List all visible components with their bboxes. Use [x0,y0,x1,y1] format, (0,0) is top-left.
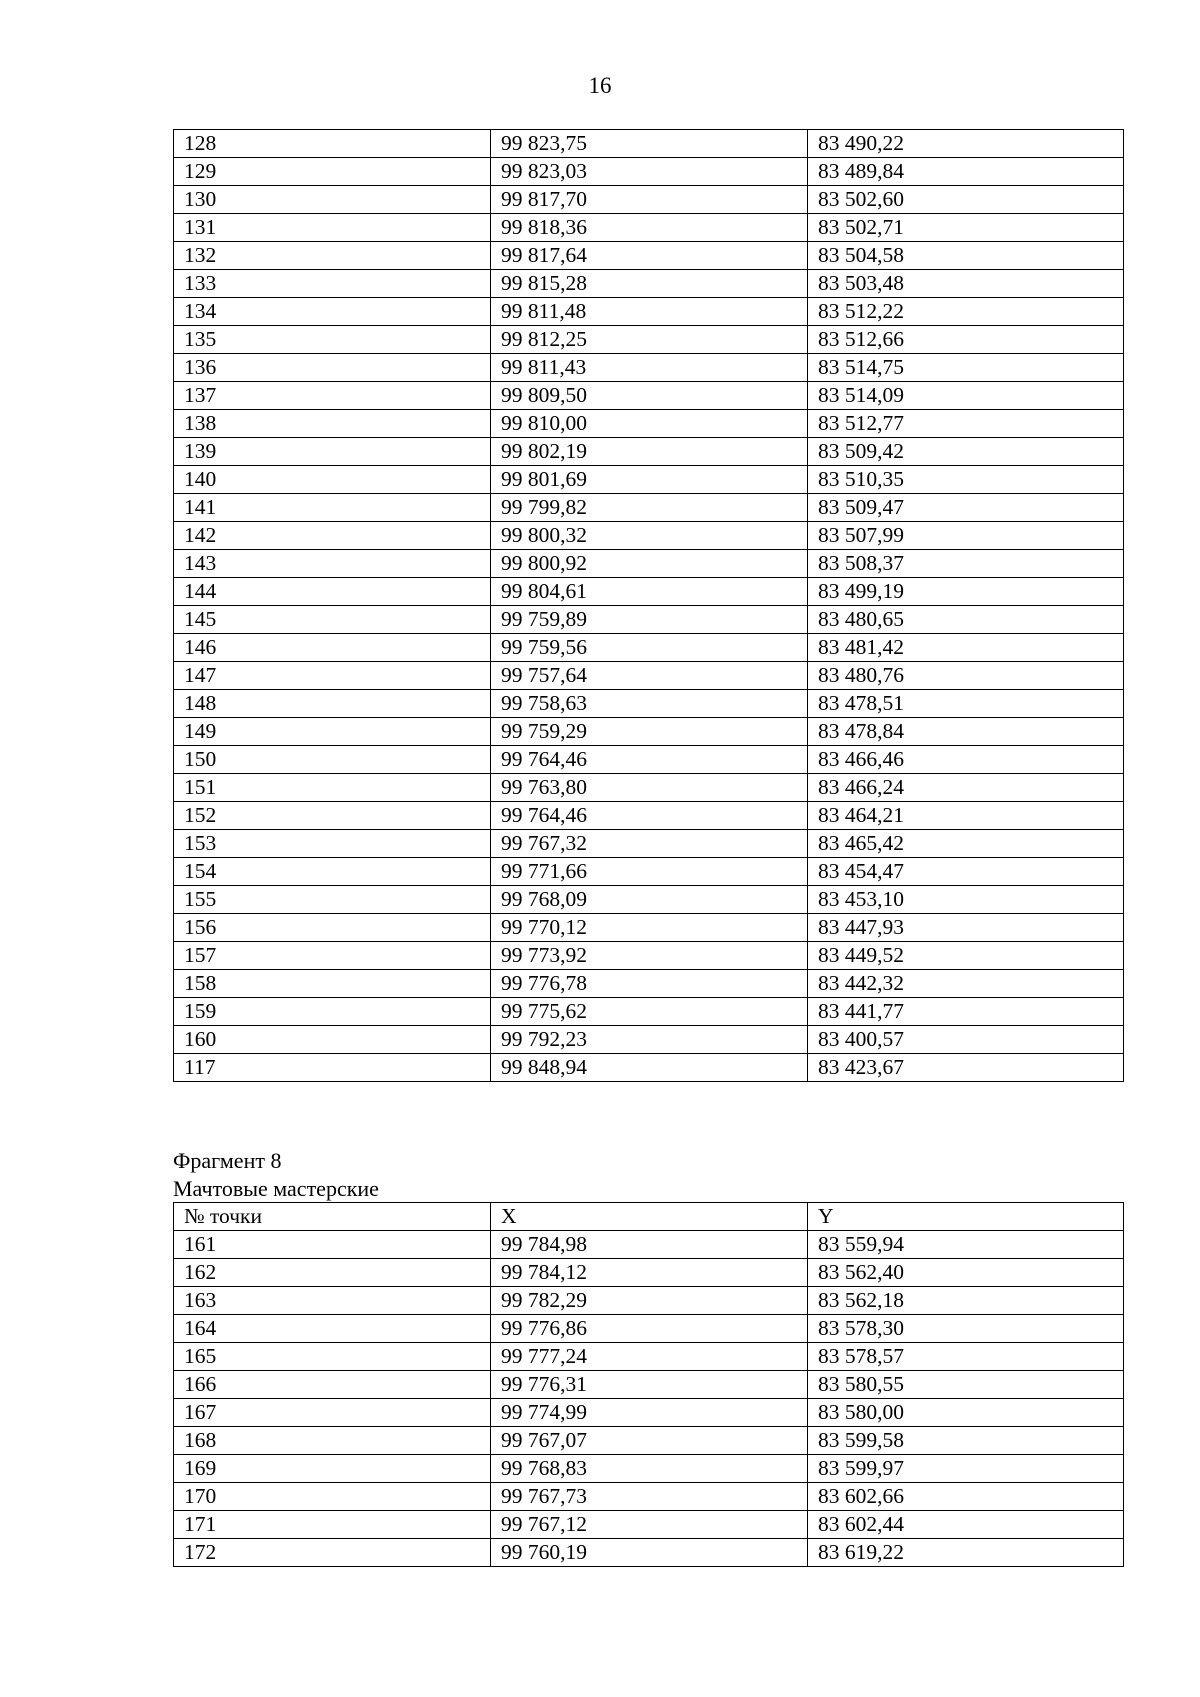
y-coordinate-cell: 83 480,65 [808,606,1124,634]
y-coordinate-cell: 83 478,51 [808,690,1124,718]
x-coordinate-cell: 99 799,82 [491,494,808,522]
coordinates-table-continued [173,129,1124,1082]
y-coordinate-cell: 83 480,76 [808,662,1124,690]
point-number-cell: 138 [174,410,491,438]
table-row [174,1026,1124,1054]
point-number-cell: 171 [174,1511,491,1539]
table-row [174,606,1124,634]
table-row [174,1231,1124,1259]
x-coordinate-cell: 99 771,66 [491,858,808,886]
y-coordinate-cell: 83 490,22 [808,130,1124,158]
x-coordinate-cell: 99 782,29 [491,1287,808,1315]
y-coordinate-cell: 83 466,46 [808,746,1124,774]
table-row [174,1315,1124,1343]
table-row [174,774,1124,802]
fragment-name: Мачтовые мастерские [173,1176,379,1201]
point-number-cell: 149 [174,718,491,746]
x-coordinate-cell: 99 767,07 [491,1427,808,1455]
point-number-cell: 146 [174,634,491,662]
y-coordinate-cell: 83 599,97 [808,1455,1124,1483]
x-coordinate-cell: 99 759,29 [491,718,808,746]
x-coordinate-cell: 99 809,50 [491,382,808,410]
point-number-cell: 136 [174,354,491,382]
y-coordinate-cell: 83 442,32 [808,970,1124,998]
point-number-cell: 132 [174,242,491,270]
point-number-cell: 147 [174,662,491,690]
x-coordinate-cell: 99 823,03 [491,158,808,186]
y-coordinate-cell: 83 499,19 [808,578,1124,606]
x-coordinate-cell: 99 774,99 [491,1399,808,1427]
point-number-cell: 154 [174,858,491,886]
y-coordinate-cell: 83 441,77 [808,998,1124,1026]
y-coordinate-cell: 83 512,22 [808,298,1124,326]
point-number-cell: 164 [174,1315,491,1343]
point-number-cell: 167 [174,1399,491,1427]
table-row [174,1483,1124,1511]
y-coordinate-cell: 83 464,21 [808,802,1124,830]
point-number-cell: 168 [174,1427,491,1455]
point-number-cell: 129 [174,158,491,186]
table-body [174,130,1124,1082]
table-row [174,1539,1124,1567]
point-number-cell: 143 [174,550,491,578]
y-coordinate-cell: 83 619,22 [808,1539,1124,1567]
y-coordinate-cell: 83 599,58 [808,1427,1124,1455]
point-number-cell: 166 [174,1371,491,1399]
y-coordinate-cell: 83 578,30 [808,1315,1124,1343]
point-number-cell: 162 [174,1259,491,1287]
header-point-number: № точки [174,1203,491,1231]
table-row [174,1427,1124,1455]
y-coordinate-cell: 83 447,93 [808,914,1124,942]
y-coordinate-cell: 83 514,09 [808,382,1124,410]
x-coordinate-cell: 99 784,98 [491,1231,808,1259]
table-row [174,466,1124,494]
y-coordinate-cell: 83 489,84 [808,158,1124,186]
y-coordinate-cell: 83 510,35 [808,466,1124,494]
y-coordinate-cell: 83 509,47 [808,494,1124,522]
x-coordinate-cell: 99 817,70 [491,186,808,214]
x-coordinate-cell: 99 759,89 [491,606,808,634]
x-coordinate-cell: 99 764,46 [491,802,808,830]
y-coordinate-cell: 83 508,37 [808,550,1124,578]
table-row [174,942,1124,970]
x-coordinate-cell: 99 758,63 [491,690,808,718]
x-coordinate-cell: 99 775,62 [491,998,808,1026]
table-row [174,214,1124,242]
point-number-cell: 165 [174,1343,491,1371]
point-number-cell: 128 [174,130,491,158]
table-row [174,886,1124,914]
x-coordinate-cell: 99 801,69 [491,466,808,494]
x-coordinate-cell: 99 770,12 [491,914,808,942]
point-number-cell: 134 [174,298,491,326]
point-number-cell: 158 [174,970,491,998]
point-number-cell: 151 [174,774,491,802]
y-coordinate-cell: 83 602,44 [808,1511,1124,1539]
table-row [174,1455,1124,1483]
x-coordinate-cell: 99 759,56 [491,634,808,662]
x-coordinate-cell: 99 848,94 [491,1054,808,1082]
x-coordinate-cell: 99 811,43 [491,354,808,382]
y-coordinate-cell: 83 504,58 [808,242,1124,270]
x-coordinate-cell: 99 757,64 [491,662,808,690]
table-row [174,662,1124,690]
point-number-cell: 117 [174,1054,491,1082]
table-row [174,746,1124,774]
table-row [174,690,1124,718]
table-row [174,1343,1124,1371]
y-coordinate-cell: 83 423,67 [808,1054,1124,1082]
y-coordinate-cell: 83 580,55 [808,1371,1124,1399]
y-coordinate-cell: 83 502,60 [808,186,1124,214]
table-row [174,718,1124,746]
y-coordinate-cell: 83 559,94 [808,1231,1124,1259]
x-coordinate-cell: 99 800,92 [491,550,808,578]
x-coordinate-cell: 99 811,48 [491,298,808,326]
x-coordinate-cell: 99 792,23 [491,1026,808,1054]
point-number-cell: 140 [174,466,491,494]
point-number-cell: 135 [174,326,491,354]
table-row [174,410,1124,438]
point-number-cell: 169 [174,1455,491,1483]
point-number-cell: 160 [174,1026,491,1054]
page-number: 16 [588,73,612,98]
table-row [174,522,1124,550]
table-row [174,382,1124,410]
point-number-cell: 170 [174,1483,491,1511]
x-coordinate-cell: 99 776,86 [491,1315,808,1343]
table-row [174,858,1124,886]
x-coordinate-cell: 99 800,32 [491,522,808,550]
point-number-cell: 142 [174,522,491,550]
table-row [174,158,1124,186]
point-number-cell: 139 [174,438,491,466]
table-row [174,802,1124,830]
y-coordinate-cell: 83 503,48 [808,270,1124,298]
y-coordinate-cell: 83 509,42 [808,438,1124,466]
x-coordinate-cell: 99 763,80 [491,774,808,802]
point-number-cell: 172 [174,1539,491,1567]
x-coordinate-cell: 99 777,24 [491,1343,808,1371]
table-row [174,578,1124,606]
y-coordinate-cell: 83 454,47 [808,858,1124,886]
table-row [174,998,1124,1026]
table-row [174,830,1124,858]
table-row [174,242,1124,270]
table-row [174,438,1124,466]
point-number-cell: 130 [174,186,491,214]
y-coordinate-cell: 83 562,40 [808,1259,1124,1287]
x-coordinate-cell: 99 804,61 [491,578,808,606]
y-coordinate-cell: 83 602,66 [808,1483,1124,1511]
table-row [174,494,1124,522]
point-number-cell: 144 [174,578,491,606]
y-coordinate-cell: 83 466,24 [808,774,1124,802]
y-coordinate-cell: 83 507,99 [808,522,1124,550]
point-number-cell: 156 [174,914,491,942]
point-number-cell: 152 [174,802,491,830]
table-row [174,914,1124,942]
x-coordinate-cell: 99 768,83 [491,1455,808,1483]
table-row [174,1259,1124,1287]
x-coordinate-cell: 99 764,46 [491,746,808,774]
x-coordinate-cell: 99 768,09 [491,886,808,914]
x-coordinate-cell: 99 810,00 [491,410,808,438]
x-coordinate-cell: 99 817,64 [491,242,808,270]
table-row [174,1399,1124,1427]
x-coordinate-cell: 99 802,19 [491,438,808,466]
table-row [174,298,1124,326]
point-number-cell: 157 [174,942,491,970]
point-number-cell: 131 [174,214,491,242]
point-number-cell: 150 [174,746,491,774]
x-coordinate-cell: 99 818,36 [491,214,808,242]
table-row [174,1054,1124,1082]
x-coordinate-cell: 99 773,92 [491,942,808,970]
x-coordinate-cell: 99 767,12 [491,1511,808,1539]
table-row [174,550,1124,578]
point-number-cell: 161 [174,1231,491,1259]
y-coordinate-cell: 83 453,10 [808,886,1124,914]
table-row [174,970,1124,998]
x-coordinate-cell: 99 823,75 [491,130,808,158]
x-coordinate-cell: 99 784,12 [491,1259,808,1287]
table-body [174,1231,1124,1567]
y-coordinate-cell: 83 400,57 [808,1026,1124,1054]
table-row [174,1511,1124,1539]
y-coordinate-cell: 83 512,77 [808,410,1124,438]
point-number-cell: 159 [174,998,491,1026]
point-number-cell: 153 [174,830,491,858]
table-header [174,1203,1124,1231]
y-coordinate-cell: 83 481,42 [808,634,1124,662]
y-coordinate-cell: 83 449,52 [808,942,1124,970]
y-coordinate-cell: 83 578,57 [808,1343,1124,1371]
x-coordinate-cell: 99 815,28 [491,270,808,298]
coordinates-table-fragment-8 [173,1202,1124,1567]
point-number-cell: 141 [174,494,491,522]
point-number-cell: 155 [174,886,491,914]
fragment-label: Фрагмент 8 [173,1148,282,1173]
point-number-cell: 148 [174,690,491,718]
header-x: X [491,1203,808,1231]
y-coordinate-cell: 83 514,75 [808,354,1124,382]
x-coordinate-cell: 99 767,73 [491,1483,808,1511]
header-y: Y [808,1203,1124,1231]
table-row [174,130,1124,158]
x-coordinate-cell: 99 812,25 [491,326,808,354]
point-number-cell: 163 [174,1287,491,1315]
x-coordinate-cell: 99 776,31 [491,1371,808,1399]
y-coordinate-cell: 83 465,42 [808,830,1124,858]
x-coordinate-cell: 99 776,78 [491,970,808,998]
table-row [174,1287,1124,1315]
point-number-cell: 137 [174,382,491,410]
table-row [174,270,1124,298]
y-coordinate-cell: 83 502,71 [808,214,1124,242]
y-coordinate-cell: 83 478,84 [808,718,1124,746]
y-coordinate-cell: 83 580,00 [808,1399,1124,1427]
y-coordinate-cell: 83 512,66 [808,326,1124,354]
table-row [174,186,1124,214]
table-row [174,354,1124,382]
x-coordinate-cell: 99 767,32 [491,830,808,858]
table-row [174,1371,1124,1399]
x-coordinate-cell: 99 760,19 [491,1539,808,1567]
table-row [174,634,1124,662]
y-coordinate-cell: 83 562,18 [808,1287,1124,1315]
point-number-cell: 145 [174,606,491,634]
point-number-cell: 133 [174,270,491,298]
header-row [174,1203,1124,1231]
table-row [174,326,1124,354]
